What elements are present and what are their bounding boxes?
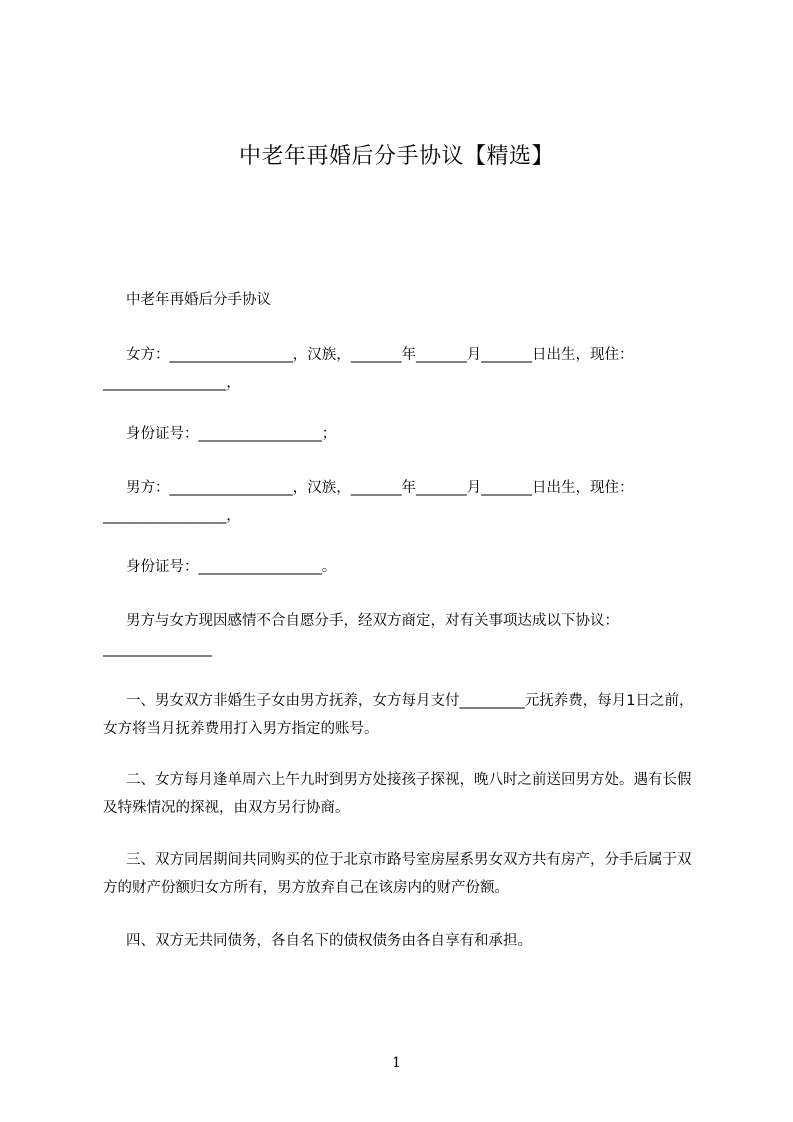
page-number: 1 [392, 1055, 401, 1071]
agreement-preamble: 男方与女方现因感情不合自愿分手，经双方商定，对有关事项达成以下协议：_______________ [103, 613, 620, 657]
clause-3: 三、双方同居期间共同购买的位于北京市路号室房屋系男女双方共有房产，分手后属于双方的财产份额归女方所有，男方放弃自己在该房内的财产份额。 [103, 852, 692, 896]
female-party-info: 女方：_________________，汉族，_______年_______月_______日出生，现住：_________________， [103, 347, 634, 391]
male-id-number: 身份证号：_________________。 [103, 559, 337, 575]
document-title: 中老年再婚后分手协议【精选】 [238, 144, 554, 169]
clause-2: 二、女方每月逢单周六上午九时到男方处接孩子探视，晚八时之前送回男方处。遇有长假及特殊情况的探视，由双方另行协商。 [103, 772, 692, 816]
female-id-number: 身份证号：_________________； [103, 426, 337, 442]
male-party-info: 男方：_________________，汉族，_______年_______月_______日出生，现住：_________________， [103, 480, 634, 524]
clause-4: 四、双方无共同债务，各自名下的债权债务由各自享有和承担。 [103, 933, 533, 949]
agreement-heading: 中老年再婚后分手协议 [103, 292, 272, 308]
clause-1: 一、男女双方非婚生子女由男方抚养，女方每月支付_________元抚养费，每月1日之前，女方将当月抚养费用打入男方指定的账号。 [103, 693, 694, 737]
